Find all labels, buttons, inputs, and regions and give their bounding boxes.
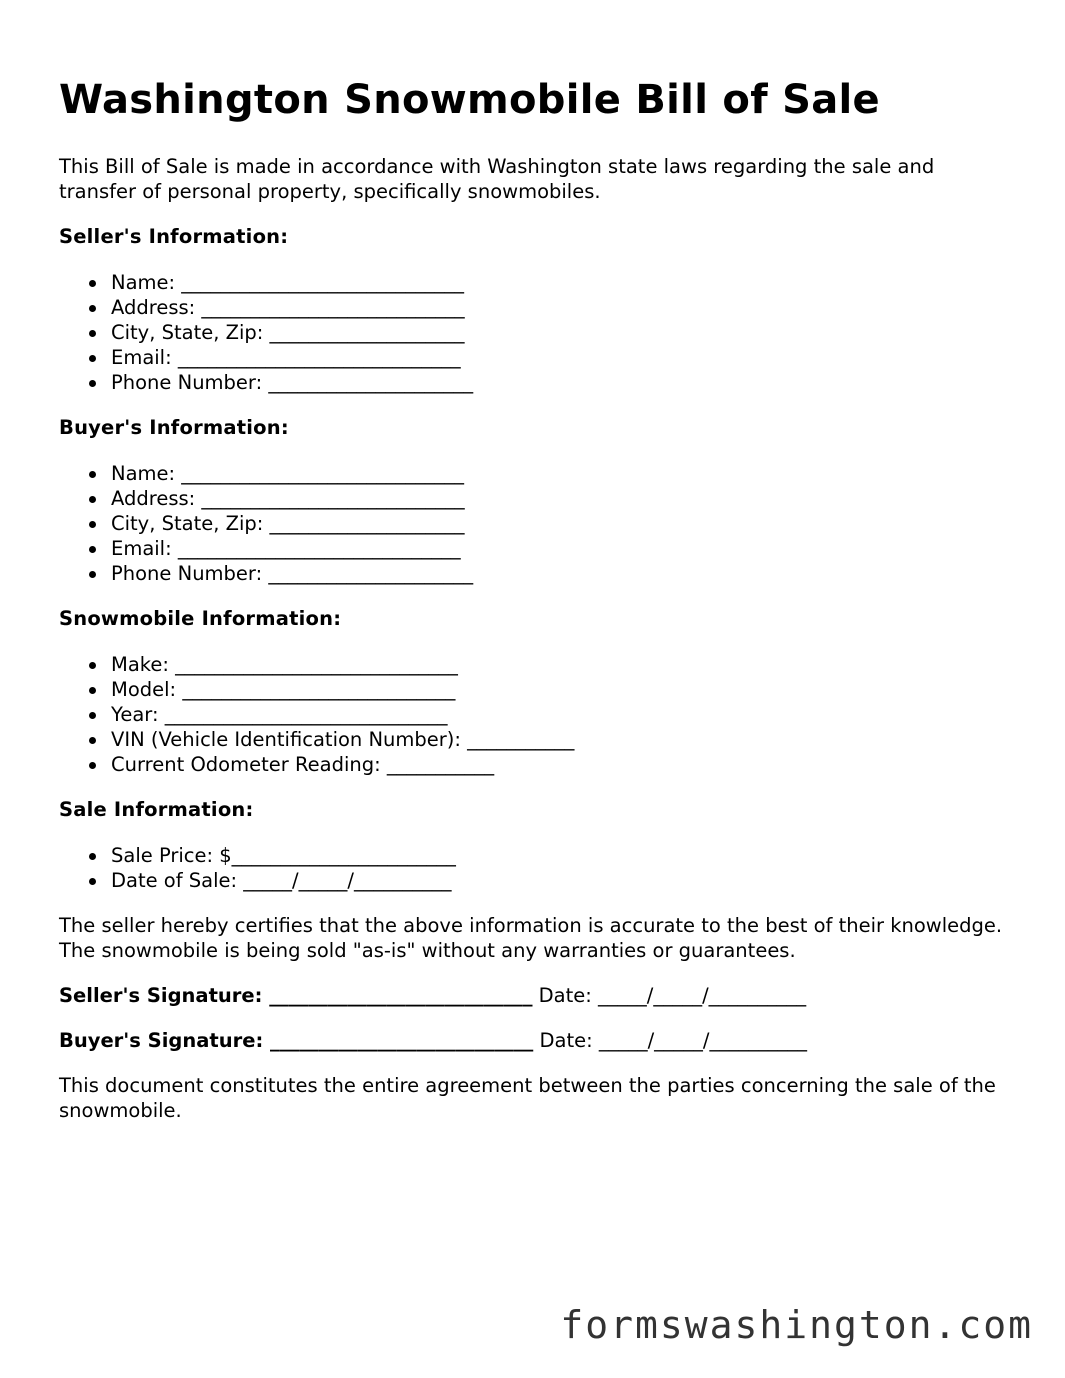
buyer-address-field: Address: ___________________________: [111, 486, 1009, 511]
closing-paragraph: This document constitutes the entire agreement between the parties concerning the sale of the snowmobile.: [59, 1074, 996, 1122]
buyer-section-heading: Buyer's Information:: [59, 416, 289, 439]
sale-fields-list: [59, 843, 1009, 893]
snowmobile-vin-field: VIN (Vehicle Identification Number): ___________: [111, 727, 1009, 752]
snowmobile-fields-list: [59, 652, 1009, 777]
seller-email-field: Email: _____________________________: [111, 345, 1009, 370]
sale-price-field: Sale Price: $_______________________: [111, 843, 1009, 868]
buyer-signature-line: [59, 1028, 1009, 1053]
intro-paragraph: This Bill of Sale is made in accordance with Washington state laws regarding the sale and transfer of personal property, specifically snowmobiles.: [59, 155, 935, 203]
seller-address-field: Address: ___________________________: [111, 295, 1009, 320]
seller-section-heading: Seller's Information:: [59, 225, 289, 248]
snowmobile-odometer-field: Current Odometer Reading: ___________: [111, 752, 1009, 777]
buyer-name-field: Name: _____________________________: [111, 461, 1009, 486]
certification-paragraph: The seller hereby certifies that the above information is accurate to the best of their knowledge. The snowmobile is being sold "as-is" without any warranties or guarantees.: [59, 914, 1003, 962]
document-page: [59, 72, 1009, 1123]
sale-date-field: Date of Sale: _____/_____/__________: [111, 868, 1009, 893]
seller-fields-list: [59, 270, 1009, 395]
seller-phone-field: Phone Number: _____________________: [111, 370, 1009, 395]
buyer-signature-date: Date: _____/_____/__________: [533, 1029, 807, 1052]
snowmobile-make-field: Make: _____________________________: [111, 652, 1009, 677]
snowmobile-section-heading: Snowmobile Information:: [59, 607, 342, 630]
seller-city-state-zip-field: City, State, Zip: ____________________: [111, 320, 1009, 345]
sale-section-heading: Sale Information:: [59, 798, 254, 821]
seller-name-field: Name: _____________________________: [111, 270, 1009, 295]
buyer-signature-label: Buyer's Signature: ___________________________: [59, 1029, 534, 1052]
document-title: Washington Snowmobile Bill of Sale: [59, 77, 880, 123]
seller-signature-label: Seller's Signature: ___________________________: [59, 984, 533, 1007]
buyer-fields-list: [59, 461, 1009, 586]
buyer-phone-field: Phone Number: _____________________: [111, 561, 1009, 586]
seller-signature-date: Date: _____/_____/__________: [532, 984, 807, 1007]
snowmobile-model-field: Model: ____________________________: [111, 677, 1009, 702]
buyer-city-state-zip-field: City, State, Zip: ____________________: [111, 511, 1009, 536]
seller-signature-line: [59, 983, 1009, 1008]
buyer-email-field: Email: _____________________________: [111, 536, 1009, 561]
snowmobile-year-field: Year: _____________________________: [111, 702, 1009, 727]
site-watermark: formswashington.com: [560, 1303, 1033, 1347]
